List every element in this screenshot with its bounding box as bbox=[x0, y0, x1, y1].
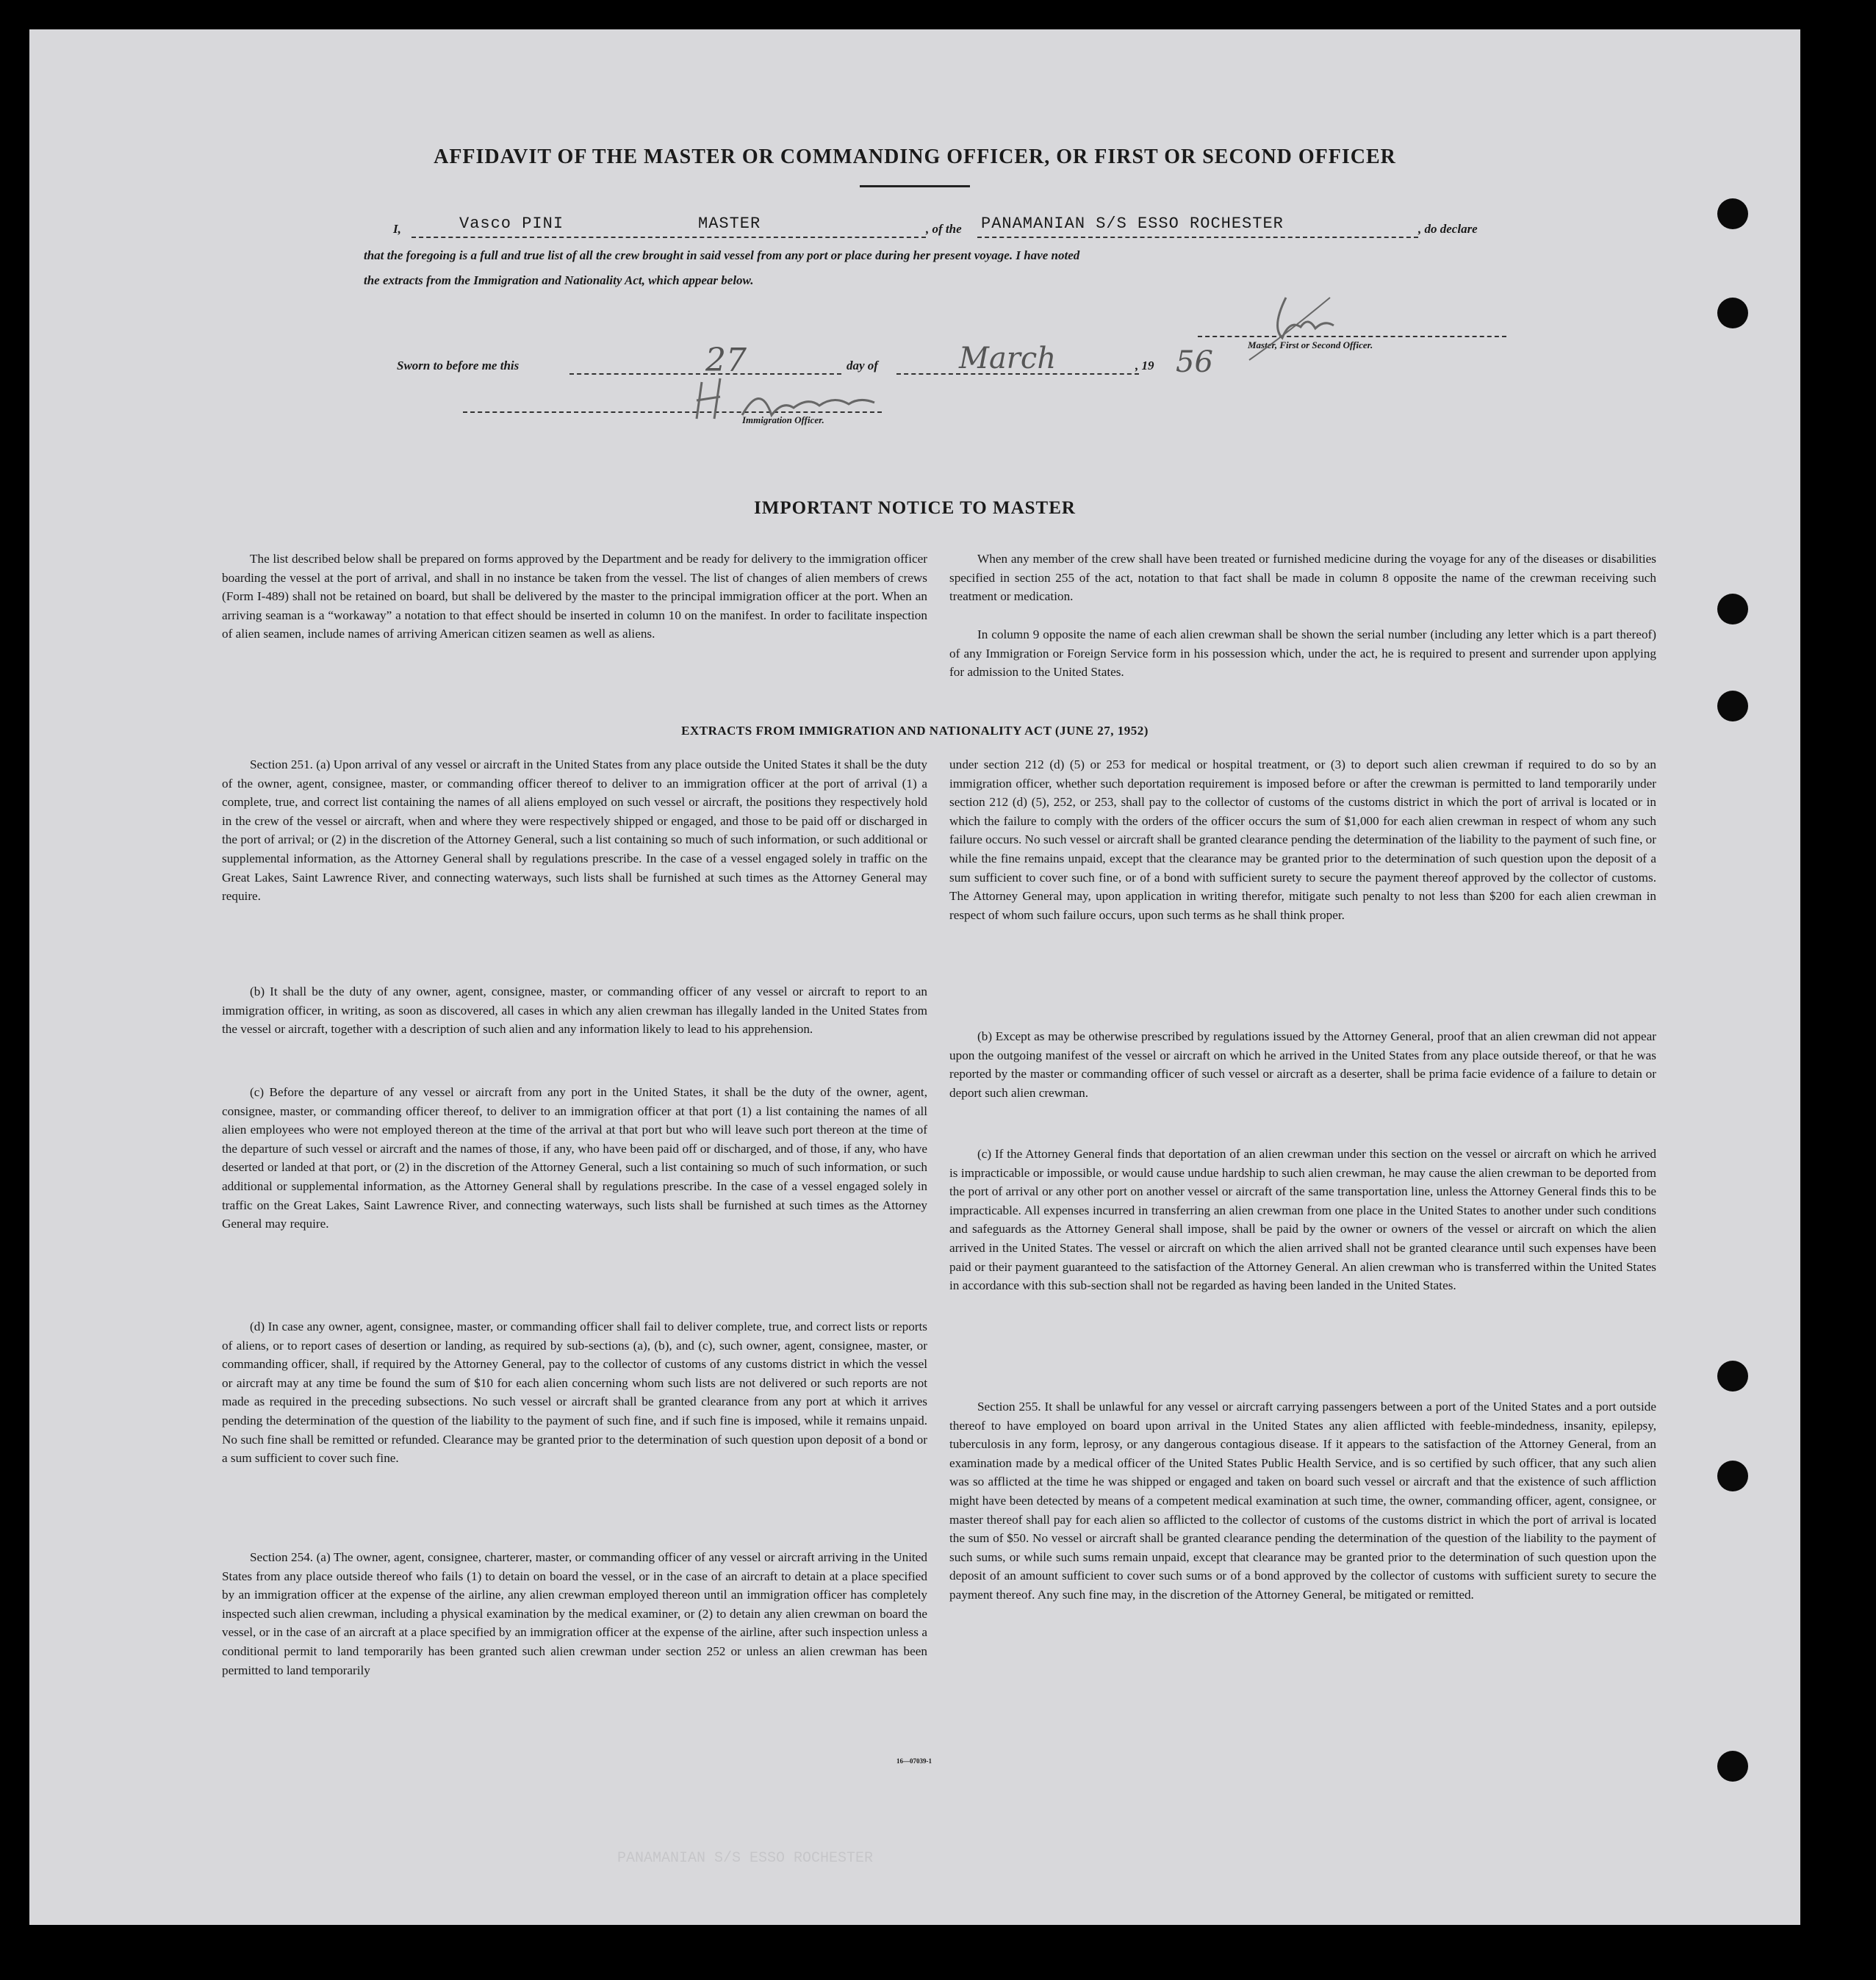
binder-hole bbox=[1717, 1361, 1748, 1392]
section-254a-continued: under section 212 (d) (5) or 253 for medical or hospital treatment, or (3) to deport such alien crewman if required to do so by an immigration officer, whether such deportation requirement is imposed before or after the crewman is permitted to land temporarily under section 212 (d) (5), 252, or 253, shall pay to the collector of customs of the customs district in which the port of arrival is located or in which the failure to comply with the orders of the officer occurs the sum of $1,000 for each alien crewman in respect of whom any such failure occurs. No such vessel or aircraft shall be granted clearance pending the determination of the liability to the payment of such fine, or while the fine remains unpaid, except that the clearance may be granted prior to the determination of such question upon the deposit of a sum sufficient to cover such fine, or of a bond with sufficient surety to secure the payment thereof approved by the collector of customs. The Attorney General may, upon application in writing therefor, mitigate such penalty to not less than $200 for each alien crewman in respect of whom such failure occurs, upon such terms as he shall think proper. bbox=[949, 757, 1656, 922]
binder-hole bbox=[1717, 1751, 1748, 1782]
declaration-text-line3: the extracts from the Immigration and Nationality Act, which appear below. bbox=[364, 273, 754, 287]
immigration-caption: Immigration Officer. bbox=[742, 414, 824, 425]
name-dotted-line bbox=[412, 237, 926, 238]
binder-hole bbox=[1717, 691, 1748, 721]
sworn-month: March bbox=[959, 342, 1057, 375]
year-prefix: , 19 bbox=[1135, 359, 1154, 372]
vessel-name: PANAMANIAN S/S ESSO ROCHESTER bbox=[981, 215, 1284, 233]
notice-left: The list described below shall be prepared on forms approved by the Department and be ready for delivery to the immigration officer boarding the vessel at the port of arrival, and shall in no instance be taken from the vessel. The list of changes of alien members of crews (Form I-489) shall not be retained on board, but shall be delivered by the master to the principal immigration officer at the port. When an arriving seaman is a “workaway” a notation to that effect should be inserted in column 10 on the manifest. In order to facilitate inspection of alien seamen, include names of arriving American citizen seamen as well as aliens. bbox=[222, 552, 927, 641]
do-declare-label: , do declare bbox=[1418, 222, 1478, 236]
i-label: I, bbox=[393, 222, 401, 236]
binder-hole bbox=[1717, 594, 1748, 624]
declaration-text-line2: that the foregoing is a full and true list of all the crew brought in said vessel from any port or place during her present voyage. I have noted bbox=[364, 248, 1080, 262]
officer-caption: Master, First or Second Officer. bbox=[1248, 339, 1373, 350]
binder-hole bbox=[1717, 198, 1748, 229]
bleed-through-text: PANAMANIAN S/S ESSO ROCHESTER bbox=[617, 1850, 874, 1867]
day-of-label: day of bbox=[847, 359, 878, 372]
section-251d: (d) In case any owner, agent, consignee, master, or commanding officer shall fail to deliver complete, true, and correct lists or reports of aliens, or to report cases of desertion or landing, as required by sub-sections (a), (b), and (c), such owner, agent, consignee, master, or commanding officer, shall, if required by the Attorney General, pay to the collector of customs of any customs district in which the vessel or aircraft may at any time be found the sum of $10 for each alien concerning whom such lists are not delivered or such reports are not made as required in the preceding subsections. No such vessel or aircraft shall be granted clearance from any port at which it arrives pending the determination of the question of the liability to the payment of such fine, and if such fine is imposed, while it remains unpaid. No such fine shall be remitted or refunded. Clearance may be granted prior to the determination of such question upon deposit of a bond or a sum sufficient to cover such fine. bbox=[222, 1320, 927, 1466]
sworn-year: 56 bbox=[1176, 345, 1213, 379]
binder-hole bbox=[1717, 1461, 1748, 1491]
title-rule bbox=[860, 185, 970, 187]
binder-hole bbox=[1717, 298, 1748, 328]
section-254b: (b) Except as may be otherwise prescribed by regulations issued by the Attorney General, proof that an alien crewman did not appear upon the outgoing manifest of the vessel or aircraft on which he arrived in the United States from any place outside thereof, or that he was reported by the master or commanding officer of such vessel or aircraft as a deserter, shall be prima facie evidence of a failure to detain or deport such alien crewman. bbox=[949, 1029, 1656, 1100]
affidavit-title: AFFIDAVIT OF THE MASTER OR COMMANDING OFFICER, OR FIRST OR SECOND OFFICER bbox=[434, 145, 1396, 168]
sworn-label: Sworn to before me this bbox=[397, 359, 520, 372]
notice-right-p1: When any member of the crew shall have been treated or furnished medicine during the voyage for any of the diseases or disabilities specified in section 255 of the act, notation to that fact shall be made in column 8 opposite the name of the crewman receiving such treatment or medication. bbox=[949, 552, 1656, 604]
notice-title: IMPORTANT NOTICE TO MASTER bbox=[754, 498, 1076, 518]
section-254c: (c) If the Attorney General finds that deportation of an alien crewman under this section on the vessel or aircraft on which he arrived is impracticable or impossible, or would cause undue hardship to such alien crewman, he may cause the alien crewman to be deported from the port of arrival or any other port on another vessel or aircraft of the same transportation line, unless the Attorney General finds this to be impracticable. All expenses incurred in transferring an alien crewman from one place in the United States to another under such conditions and safeguards as the Attorney General shall impose, shall be paid by the owner or owners of the vessel or aircraft on which the alien arrived in the United States. The vessel or aircraft on which the alien arrived shall not be granted clearance until such expenses have been paid or their payment guaranteed to the satisfaction of the Attorney General. An alien crewman who is transferred within the United States in accordance with this sub-section shall not be regarded as having been landed in the United States. bbox=[949, 1147, 1656, 1293]
of-the-label: , of the bbox=[926, 222, 962, 236]
extracts-title: EXTRACTS FROM IMMIGRATION AND NATIONALITY ACT (JUNE 27, 1952) bbox=[681, 724, 1149, 738]
officer-signature bbox=[1242, 283, 1374, 364]
section-255: Section 255. It shall be unlawful for any vessel or aircraft carrying passengers between a port of the United States and a port outside thereof to have employed on board upon arrival in the United States any alien afflicted with feeble-mindedness, insanity, epilepsy, tuberculosis in any form, leprosy, or any dangerous contagious disease. If it appears to the satisfaction of the Attorney General, from an examination made by a medical officer of the United States Public Health Service, and is so certified by such officer, that any such alien was so afflicted at the time he was shipped or engaged and taken on board such vessel or aircraft and that the existence of such affliction might have been detected by means of a competent medical examination at such time, the owner, commanding officer, agent, consignee, or master thereof shall pay for each alien so afflicted to the collector of customs of the customs district in which the port of arrival is located the sum of $50. No vessel or aircraft shall be granted clearance pending the determination of the question of the liability to the payment of such sums, or while such sums remain unpaid, except that clearance may be granted prior to the determination of such question upon the deposit of an amount sufficient to cover such sums or of a bond approved by the collector of customs with sufficient surety to secure the payment thereof. Any such fine may, in the discretion of the Attorney General, be mitigated or remitted. bbox=[949, 1400, 1656, 1602]
notice-right-p2: In column 9 opposite the name of each alien crewman shall be shown the serial number (including any letter which is a part thereof) of any Immigration or Foreign Service form in his possession which, under the act, he is required to present and surrender upon applying for admission to the United States. bbox=[949, 627, 1656, 680]
sworn-day: 27 bbox=[705, 342, 747, 379]
form-code: 16—07039-1 bbox=[896, 1757, 932, 1765]
section-251a: Section 251. (a) Upon arrival of any vessel or aircraft in the United States from any place outside the United States it shall be the duty of the owner, agent, consignee, master, or commanding officer thereof to deliver to an immigration officer at the port of arrival (1) a complete, true, and correct list containing the names of all aliens employed on such vessel or aircraft, the positions they respectively hold in the crew of the vessel or aircraft, when and where they were respectively shipped or engaged, and those to be paid off or discharged in the port of arrival; or (2) in the discretion of the Attorney General, such a list containing so much of such information, or such additional or supplemental information, as the Attorney General shall by regulations prescribe. In the case of a vessel engaged solely in traffic on the Great Lakes, Saint Lawrence River, and connecting waterways, such lists shall be furnished at such times as the Attorney General may require. bbox=[222, 757, 927, 904]
form-page bbox=[29, 29, 1800, 1925]
section-251c: (c) Before the departure of any vessel or aircraft from any port in the United States, it shall be the duty of the owner, agent, consignee, master, or commanding officer thereof, to deliver to an immigration officer at that port (1) a list containing the names of all alien employees who were not employed thereon at the time of the arrival at that port but who will leave such port thereon at the time of the departure of such vessel or aircraft and the names of those, if any, who have been paid off or discharged, and of those, if any, who have deserted or landed at that port, or (2) in the discretion of the Attorney General, such a list containing so much of such information, or such additional or supplemental information, as the Attorney General shall by regulations prescribe. In the case of a vessel engaged solely in traffic on the Great Lakes, Saint Lawrence River, and connecting waterways, such lists shall be furnished at such times as the Attorney General may require. bbox=[222, 1085, 927, 1231]
vessel-dotted-line bbox=[977, 237, 1418, 238]
master-rank: MASTER bbox=[698, 215, 761, 233]
section-251b: (b) It shall be the duty of any owner, agent, consignee, master, or commanding officer of any vessel or aircraft to report to an immigration officer, in writing, as soon as discovered, all cases in which any alien crewman has illegally landed in the United States from the vessel or aircraft, together with a description of such alien and any information likely to lead to his apprehension. bbox=[222, 984, 927, 1037]
section-254a: Section 254. (a) The owner, agent, consignee, charterer, master, or commanding officer of any vessel or aircraft arriving in the United States from any place outside thereof who fails (1) to detain on board the vessel, or in the case of an aircraft to detain at a place specified by an immigration officer at the expense of the airline, any alien crewman employed thereon until an immigration officer has completely inspected such alien crewman, including a physical examination by the medical examiner, or (2) to detain any alien crewman on board the vessel, or in the case of an aircraft at a place specified by an immigration officer at the expense of the airline, after such inspection unless a conditional permit to land temporarily has been granted such alien crewman under section 252 or unless an alien crewman has been permitted to land temporarily bbox=[222, 1550, 927, 1677]
master-name: Vasco PINI bbox=[459, 215, 564, 233]
